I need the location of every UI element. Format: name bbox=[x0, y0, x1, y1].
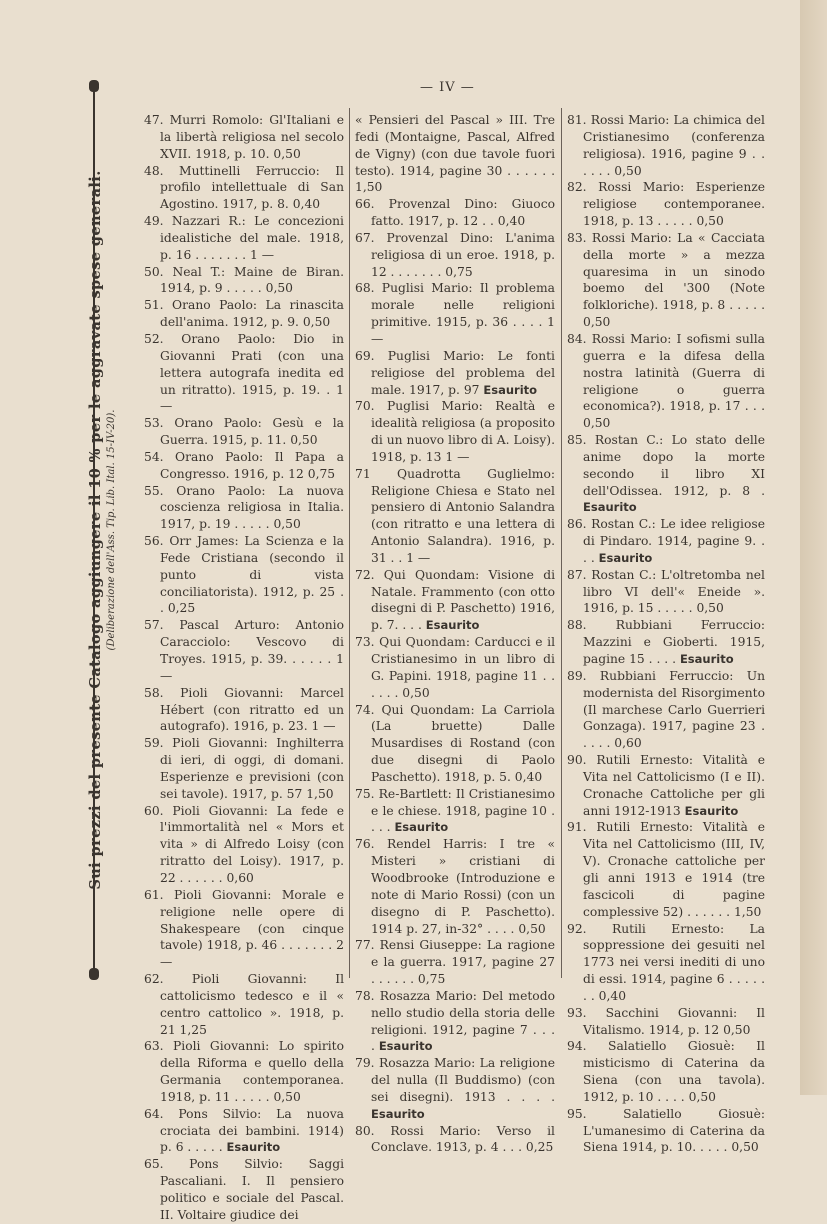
page-edge-shadow bbox=[800, 0, 827, 1095]
entry-status: Esaurito bbox=[679, 652, 734, 666]
side-rule-cap-top bbox=[89, 80, 99, 92]
entry-text: 77. Rensi Giuseppe: La ragione e la guerra. 1917, pagine 27 . . . . . . 0,75 bbox=[355, 938, 555, 987]
catalog-entry bbox=[567, 567, 765, 618]
entry-text: 49. Nazzari R.: Le concezioni idealistiche del male. 1918, p. 16 . . . . . . . 1 — bbox=[144, 214, 344, 262]
catalog-entry bbox=[144, 1156, 344, 1223]
entry-text: 59. Pioli Giovanni: Inghilterra di ieri, di oggi, di domani. Esperienze e previsioni (con sei tavole). 1917, p. 57 1,50 bbox=[144, 736, 344, 801]
catalog-entry bbox=[144, 735, 344, 802]
catalog-entry bbox=[144, 264, 344, 298]
entry-text: 86. Rostan C.: Le idee religiose di Pindaro. 1914, pagine 9. . . . bbox=[567, 517, 765, 565]
catalog-entry bbox=[144, 213, 344, 264]
catalog-entry bbox=[567, 1005, 765, 1039]
catalog-entry bbox=[144, 297, 344, 331]
entry-text: 72. Qui Quondam: Visione di Natale. Frammento (con otto disegni di P. Paschetto) 1916, p. 7. . . . bbox=[355, 567, 555, 633]
catalog-entry bbox=[144, 1038, 344, 1105]
catalog-entry bbox=[355, 937, 555, 988]
entry-status: Esaurito bbox=[583, 500, 637, 515]
entry-text: 60. Pioli Giovanni: La fede e l'immortalità nel « Mors et vita » di Alfredo Loisy (con ritratto del Loisy). 1917, p. 22 . . . . . . 0,60 bbox=[144, 803, 344, 885]
page-number: — IV — bbox=[420, 80, 475, 95]
column-divider bbox=[561, 108, 562, 978]
column-divider bbox=[349, 108, 350, 978]
entry-text: 80. Rossi Mario: Verso il Conclave. 1913, p. 4 . . . 0,25 bbox=[355, 1123, 555, 1155]
catalog-entry bbox=[144, 617, 344, 684]
catalog-entry bbox=[355, 1055, 555, 1122]
side-rule-cap-bottom bbox=[89, 968, 99, 980]
entry-status: Esaurito bbox=[598, 550, 653, 565]
side-note bbox=[82, 80, 122, 980]
entry-text: 64. Pons Silvio: La nuova crociata dei bambini. 1914) p. 6 . . . . . bbox=[144, 1106, 344, 1155]
catalog-entry bbox=[144, 483, 344, 534]
entry-text: 88. Rubbiani Ferruccio: Mazzini e Gioberti. 1915, pagine 15 . . . . bbox=[567, 618, 765, 666]
catalog-entry bbox=[567, 1038, 765, 1105]
entry-text: 90. Rutili Ernesto: Vitalità e Vita nel Cattolicismo (I e II). Cronache Cattoliche per gli anni 1912-1913 bbox=[567, 753, 765, 818]
entry-text: « Pensieri del Pascal » III. Tre fedi (Montaigne, Pascal, Alfred de Vigny) (con due tavole fuori testo). 1914, pagine 30 . . . . . . 1,50 bbox=[355, 113, 555, 195]
entry-status: Esaurito bbox=[394, 820, 449, 835]
catalog-entry bbox=[355, 1123, 555, 1157]
catalog-entry bbox=[355, 702, 555, 786]
catalog-entry bbox=[144, 803, 344, 887]
entry-text: 74. Qui Quondam: La Carriola (La bruette) Dalle Musardises di Rostand (con due disegni di Paolo Paschetto). 1918, p. 5. 0,40 bbox=[355, 702, 555, 784]
catalog-entry bbox=[355, 398, 555, 465]
catalog-entry bbox=[567, 179, 765, 230]
entry-status: Esaurito bbox=[371, 1106, 425, 1121]
entry-status: Esaurito bbox=[684, 803, 739, 818]
entry-text: 65. Pons Silvio: Saggi Pascaliani. I. Il pensiero politico e sociale del Pascal. II. Voltaire giudice dei bbox=[144, 1157, 344, 1222]
entry-text: 70. Puglisi Mario: Realtà e idealità religiosa (a proposito di un nuovo libro di A. Loisy). 1918, p. 13 1 — bbox=[355, 399, 555, 464]
entry-text: 58. Pioli Giovanni: Marcel Hébert (con ritratto ed un autografo). 1916, p. 23. 1 — bbox=[144, 685, 344, 734]
entry-text: 94. Salatiello Giosuè: Il misticismo di Caterina da Siena (con una tavola). 1912, p. 10 . . . . 0,50 bbox=[567, 1039, 765, 1104]
entry-text: 76. Rendel Harris: I tre « Misteri » cristiani di Woodbrooke (Introduzione e note di Mario Rossi) (con un disegno di P. Paschetto). 1914 p. 27, in-32° . . . . 0,50 bbox=[355, 837, 555, 936]
catalog-entry bbox=[567, 617, 765, 668]
entry-text: 89. Rubbiani Ferruccio: Un modernista del Risorgimento (Il marchese Carlo Guerrieri Gonzaga). 1917, pagine 23 . . . . . 0,60 bbox=[567, 668, 765, 751]
catalog-entry bbox=[567, 921, 765, 1005]
catalog-entry bbox=[144, 887, 344, 971]
entry-text: 85. Rostan C.: Lo stato delle anime dopo la morte secondo il libro XI dell'Odissea. 1912, p. 8 . bbox=[567, 433, 765, 498]
entry-status: Esaurito bbox=[483, 382, 538, 397]
catalog-entry bbox=[567, 516, 765, 567]
catalog-entry bbox=[355, 280, 555, 347]
catalog-entry bbox=[144, 533, 344, 617]
entry-text: 61. Pioli Giovanni: Morale e religione nelle opere di Shakespeare (con cinque tavole) 1918, p. 46 . . . . . . . 2 — bbox=[144, 887, 344, 970]
entry-text: 92. Rutili Ernesto: La soppressione dei gesuiti nel 1773 nei versi inediti di uno di essi. 1914, pagine 6 . . . . . . . 0,40 bbox=[567, 921, 765, 1003]
entry-text: 81. Rossi Mario: La chimica del Cristianesimo (conferenza religiosa). 1916, pagine 9 . . . . . . 0,50 bbox=[567, 113, 765, 178]
entry-text: 55. Orano Paolo: La nuova coscienza religiosa in Italia. 1917, p. 19 . . . . . 0,50 bbox=[144, 483, 344, 532]
catalog-entry bbox=[355, 348, 555, 399]
entry-text: 82. Rossi Mario: Esperienze religiose contemporanee. 1918, p. 13 . . . . . 0,50 bbox=[567, 180, 765, 229]
column-1 bbox=[144, 112, 344, 1222]
entry-status: Esaurito bbox=[425, 618, 480, 633]
catalog-entry bbox=[567, 1106, 765, 1157]
entry-text: 51. Orano Paolo: La rinascita dell'anima. 1912, p. 9. 0,50 bbox=[144, 298, 344, 330]
catalog-entry bbox=[355, 988, 555, 1055]
catalog-entry bbox=[567, 230, 765, 331]
entry-text: 75. Re-Bartlett: Il Cristianesimo e le chiese. 1918, pagine 10 . . . . bbox=[355, 786, 555, 835]
catalog-entry bbox=[567, 752, 765, 819]
entry-text: 95. Salatiello Giosuè: L'umanesimo di Caterina da Siena 1914, p. 10. . . . . 0,50 bbox=[567, 1106, 765, 1155]
catalog-entry bbox=[144, 449, 344, 483]
catalog-entry bbox=[567, 112, 765, 179]
entry-text: 71 Quadrotta Guglielmo: Religione Chiesa e Stato nel pensiero di Antonio Salandra (con ritratto e una lettera di Antonio Salandra). 1916, p. 31 . . 1 — bbox=[355, 466, 555, 565]
catalog-entry bbox=[567, 668, 765, 752]
column-3 bbox=[567, 112, 765, 1155]
entry-text: 48. Muttinelli Ferruccio: Il profilo intellettuale di San Agostino. 1917, p. 8. 0,40 bbox=[144, 163, 344, 212]
catalog-entry bbox=[144, 971, 344, 1038]
catalog-entry bbox=[567, 331, 765, 432]
catalog-entry bbox=[355, 634, 555, 701]
entry-text: 78. Rosazza Mario: Del metodo nello studio della storia delle religioni. 1912, pagine 7 . . . . bbox=[355, 988, 555, 1054]
catalog-entry bbox=[567, 819, 765, 920]
catalog-entry bbox=[355, 786, 555, 837]
catalog-entry bbox=[355, 567, 555, 634]
entry-status: Esaurito bbox=[226, 1140, 281, 1155]
catalog-entry bbox=[144, 1106, 344, 1157]
catalog-entry bbox=[355, 112, 555, 196]
entry-text: 56. Orr James: La Scienza e la Fede Cristiana (secondo il punto di vista conciliatorista). 1912, p. 25 . . 0,25 bbox=[144, 534, 344, 616]
entry-text: 50. Neal T.: Maine de Biran. 1914, p. 9 . . . . . 0,50 bbox=[144, 264, 344, 296]
column-2 bbox=[355, 112, 555, 1155]
catalog-entry bbox=[355, 466, 555, 567]
entry-status: Esaurito bbox=[378, 1039, 433, 1054]
entry-text: 67. Provenzal Dino: L'anima religiosa di un eroe. 1918, p. 12 . . . . . . . 0,75 bbox=[355, 230, 555, 279]
entry-text: 57. Pascal Arturo: Antonio Caracciolo: Vescovo di Troyes. 1915, p. 39. . . . . . 1 — bbox=[144, 618, 344, 683]
side-note-main: Sui prezzi del presente Catalogo aggiungere il 10 % per le aggravate spese generali. bbox=[87, 170, 104, 890]
entry-text: 84. Rossi Mario: I sofismi sulla guerra e la difesa della nostra latinità (Guerra di religione o guerra economica?). 1918, p. 17 . . . 0,50 bbox=[567, 331, 765, 431]
entry-text: 91. Rutili Ernesto: Vitalità e Vita nel Cattolicismo (III, IV, V). Cronache cattoliche per gli anni 1913 e 1914 (tre fascicoli di pagine complessive 52) . . . . . . 1,50 bbox=[567, 820, 765, 919]
entry-text: 87. Rostan C.: L'oltretomba nel libro VI dell'« Eneide ». 1916, p. 15 . . . . . 0,50 bbox=[567, 567, 765, 616]
side-note-text bbox=[87, 170, 117, 889]
entry-text: 69. Puglisi Mario: Le fonti religiose del problema del male. 1917, p. 97 bbox=[355, 348, 555, 397]
catalog-entry bbox=[144, 415, 344, 449]
side-note-sub: (Deliberazione dell'Ass. Tip. Lib. Ital. 15-IV-20). bbox=[106, 409, 117, 651]
catalog-entry bbox=[567, 432, 765, 516]
entry-text: 62. Pioli Giovanni: Il cattolicismo tedesco e il « centro cattolico ». 1918, p. 21 1,25 bbox=[144, 972, 344, 1037]
catalog-entry bbox=[144, 112, 344, 163]
entry-text: 93. Sacchini Giovanni: Il Vitalismo. 1914, p. 12 0,50 bbox=[567, 1005, 765, 1037]
catalog-entry bbox=[144, 685, 344, 736]
entry-text: 73. Qui Quondam: Carducci e il Cristianesimo in un libro di G. Papini. 1918, pagine 11 . . . . . . 0,50 bbox=[355, 635, 555, 700]
entry-text: 53. Orano Paolo: Gesù e la Guerra. 1915, p. 11. 0,50 bbox=[144, 416, 344, 448]
catalog-entry bbox=[355, 196, 555, 230]
catalog-entry bbox=[355, 836, 555, 937]
catalog-entry bbox=[144, 163, 344, 214]
entry-text: 66. Provenzal Dino: Giuoco fatto. 1917, p. 12 . . 0,40 bbox=[355, 197, 555, 229]
entry-text: 68. Puglisi Mario: Il problema morale nelle religioni primitive. 1915, p. 36 . . . . 1 — bbox=[355, 281, 555, 346]
entry-text: 83. Rossi Mario: La « Cacciata della morte » a mezza quaresima in un sinodo boemo del '300 (Note folkloriche). 1918, p. 8 . . . . . 0,50 bbox=[567, 230, 765, 330]
catalog-entry bbox=[144, 331, 344, 415]
catalog-entry bbox=[355, 230, 555, 281]
entry-text: 79. Rosazza Mario: La religione del nulla (Il Buddismo) (con sei disegni). 1913 . . . . bbox=[355, 1056, 555, 1104]
entry-text: 54. Orano Paolo: Il Papa a Congresso. 1916, p. 12 0,75 bbox=[144, 449, 344, 481]
entry-text: 52. Orano Paolo: Dio in Giovanni Prati (con una lettera autografa inedita ed un ritratto). 1915, p. 19. . 1 — bbox=[144, 331, 344, 414]
entry-text: 63. Pioli Giovanni: Lo spirito della Riforma e quello della Germania contemporanea. 1918, p. 11 . . . . . 0,50 bbox=[144, 1039, 344, 1104]
entry-text: 47. Murri Romolo: Gl'Italiani e la libertà religiosa nel secolo XVII. 1918, p. 10. 0,50 bbox=[144, 113, 344, 161]
